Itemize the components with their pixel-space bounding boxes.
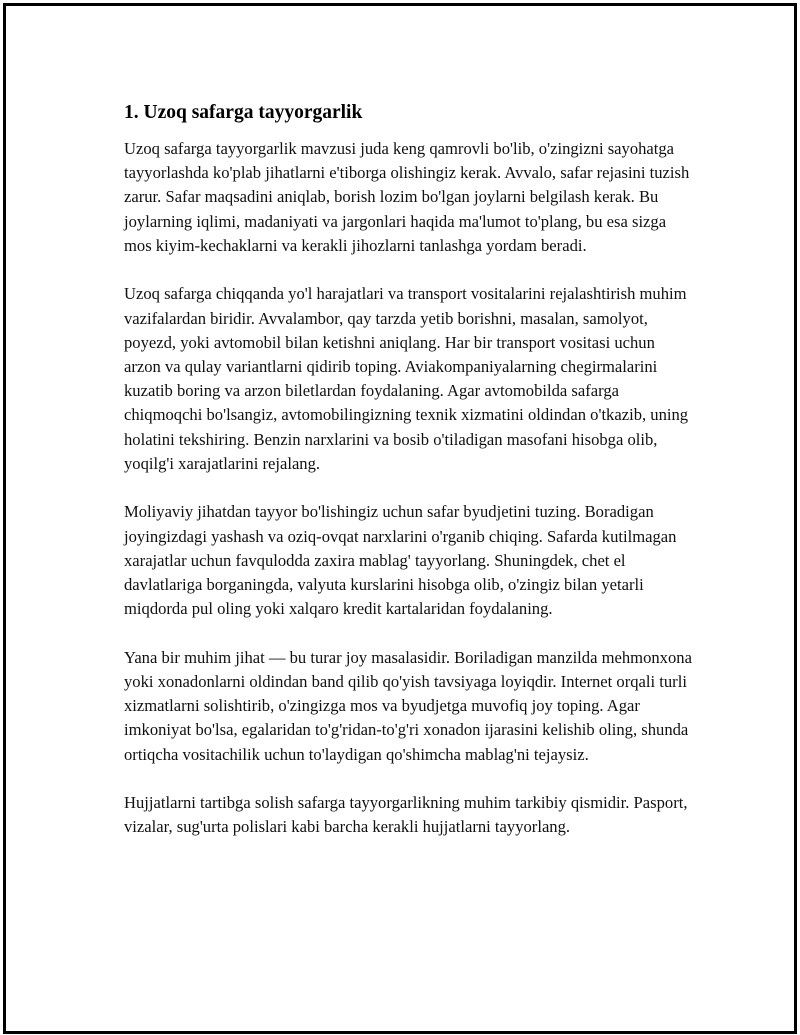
document-body xyxy=(124,101,694,864)
section-heading: 1. Uzoq safarga tayyorgarlik xyxy=(124,102,363,123)
paragraph-documents: Hujjatlarni tartibga solish safarga tayyorgarlikning muhim tarkibiy qismidir. Pasport, vizalar, sug'urta polislari kabi barcha kerakli hujjatlarni tayyorlang. xyxy=(124,793,688,837)
paragraph-budget: Moliyaviy jihatdan tayyor bo'lishingiz uchun safar byudjetini tuzing. Boradigan joyingizdagi yashash va oziq-ovqat narxlarini o'rganib chiqing. Safarda kutilmagan xarajatlar uchun favqulodda zaxira mablag' tayyorlang. Shuningdek, chet el davlatlariga borganingda, valyuta kurslarini hisobga olib, o'zingiz bilan yetarli miqdorda pul oling yoki xalqaro kredit kartalaridan foydalaning. xyxy=(124,502,677,619)
paragraph-transport: Uzoq safarga chiqqanda yo'l harajatlari va transport vositalarini rejalashtirish muhim vazifalardan biridir. Avvalambor, qay tarzda yetib borishni, masalan, samolyot, poyezd, yoki avtomobil bilan ketishni aniqlang. Har bir transport vositasi uchun arzon va qulay variantlarni qidirib toping. Aviakompaniyalarning chegirmalarini kuzatib boring va arzon biletlardan foydalaning. Agar avtomobilda safarga chiqmoqchi bo'lsangiz, avtomobilingizning texnik xizmatini oldindan o'tkazib, uning holatini tekshiring. Benzin narxlarini va bosib o'tiladigan masofani hisobga olib, yoqilg'i xarajatlarini rejalang. xyxy=(124,284,689,473)
page-frame xyxy=(3,3,797,1034)
paragraph-accommodation: Yana bir muhim jihat — bu turar joy masalasidir. Boriladigan manzilda mehmonxona yoki xonadonlarni oldindan band qilib qo'yish tavsiyaga loyiqdir. Internet orqali turli xizmatlarni solishtirib, o'zingizga mos va byudjetga muvofiq joy toping. Agar imkoniyat bo'lsa, egalaridan to'g'ridan-to'g'ri xonadon ijarasini kelishib oling, shunda ortiqcha vositachilik uchun to'laydigan qo'shimcha mablag'ni tejaysiz. xyxy=(124,647,692,764)
paragraph-trip-planning: Uzoq safarga tayyorgarlik mavzusi juda keng qamrovli bo'lib, o'zingizni sayohatga tayyorlashda ko'plab jihatlarni e'tiborga olishingiz kerak. Avvalo, safar rejasini tuzish zarur. Safar maqsadini aniqlab, borish lozim bo'lgan joylarni belgilash kerak. Bu joylarning iqlimi, madaniyati va jargonlari haqida ma'lumot to'plang, bu esa sizga mos kiyim-kechaklarni va kerakli jihozlarni tanlashga yordam beradi. xyxy=(124,139,690,255)
